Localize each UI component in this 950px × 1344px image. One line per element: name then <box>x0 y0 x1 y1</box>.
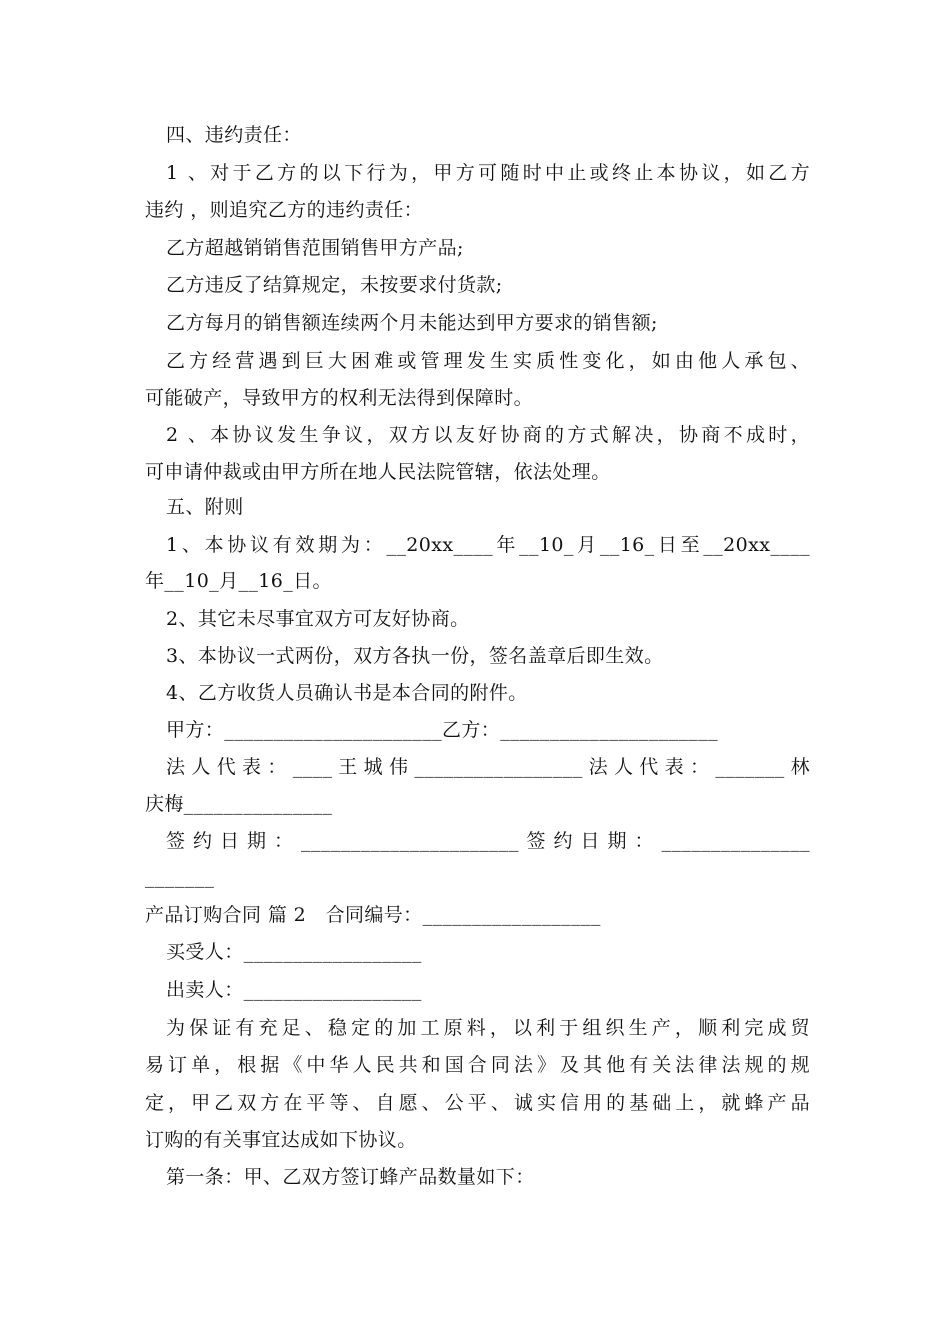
paragraph-line: 可能破产，导致甲方的权利无法得到保障时。 <box>145 387 534 409</box>
paragraph-line: 乙方超越销销售范围销售甲方产品; <box>166 237 464 259</box>
section-heading: 四、违约责任： <box>166 124 302 146</box>
signature-line: _______ <box>145 866 215 888</box>
paragraph-line: 乙方经营遇到巨大困难或管理发生实质性变化，如由他人承包、 <box>166 350 810 372</box>
section-heading: 五、附则 <box>166 496 244 518</box>
paragraph-line: 1 、对于乙方的以下行为，甲方可随时中止或终止本协议，如乙方 <box>166 162 810 184</box>
paragraph-line: 定，甲乙双方在平等、自愿、公平、诚实信用的基础上，就蜂产品 <box>145 1092 810 1114</box>
paragraph-line: 年__10_月__16_日。 <box>145 570 332 592</box>
paragraph-line: 2 、本协议发生争议，双方以友好协商的方式解决，协商不成时， <box>166 424 810 446</box>
contract-title: 产品订购合同 篇 2 合同编号：__________________ <box>145 904 601 926</box>
paragraph-line: 第一条：甲、乙双方签订蜂产品数量如下： <box>166 1166 535 1188</box>
paragraph-line: 出卖人：__________________ <box>166 979 422 1001</box>
paragraph-line: 1、本协议有效期为：__20xx____年__10_月__16_日至__20xx____ <box>166 534 810 556</box>
paragraph-line: 3、本协议一式两份，双方各执一份，签名盖章后即生效。 <box>166 645 664 667</box>
paragraph-line: 2、其它未尽事宜双方可友好协商。 <box>166 608 470 630</box>
paragraph-line: 乙方每月的销售额连续两个月未能达到甲方要求的销售额; <box>166 312 658 334</box>
paragraph-line: 为保证有充足、稳定的加工原料，以利于组织生产，顺利完成贸 <box>166 1017 810 1039</box>
paragraph-line: 易订单，根据《中华人民共和国合同法》及其他有关法律法规的规 <box>145 1054 810 1076</box>
paragraph-line: 违约 ，则追究乙方的违约责任： <box>145 199 424 221</box>
paragraph-line: 可申请仲裁或由甲方所在地人民法院管辖，依法处理。 <box>145 461 611 483</box>
signature-line: 法人代表：____王城伟_________________法人代表：_______林 <box>166 756 810 778</box>
paragraph-line: 订购的有关事宜达成如下协议。 <box>145 1129 417 1151</box>
paragraph-line: 4、乙方收货人员确认书是本合同的附件。 <box>166 682 528 704</box>
signature-line: 庆梅_______________ <box>145 793 333 815</box>
paragraph-line: 买受人：__________________ <box>166 941 422 963</box>
signature-line: 签约日期：______________________签约日期：_______________ <box>166 830 810 852</box>
paragraph-line: 乙方违反了结算规定，未按要求付货款; <box>166 274 503 296</box>
signature-line: 甲方：______________________乙方：______________________ <box>166 719 719 741</box>
